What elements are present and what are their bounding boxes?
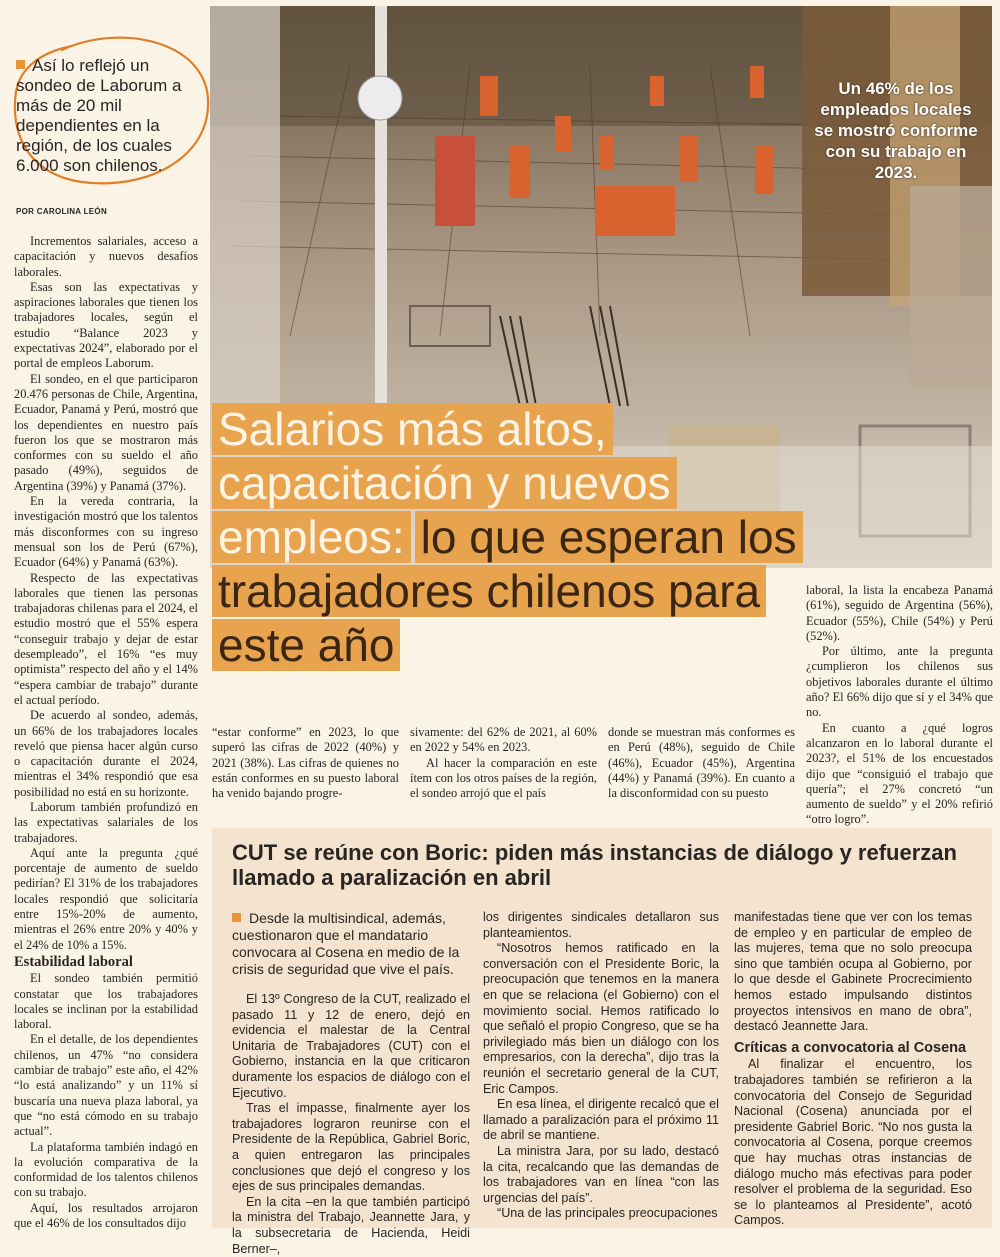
article-column-3: [410, 725, 597, 801]
paragraph: La plataforma también indagó en la evolución comparativa de la conformidad de los talentos chilenos con su trabajo.: [14, 1139, 198, 1200]
cut-article-lead: Desde la multisindical, además, cuestionaron que el mandatario convocara al Cosena en medio de la crisis de seguridad que vive el país.: [232, 910, 460, 977]
bullet-square-icon: [16, 60, 25, 69]
paragraph: Al hacer la comparación en este ítem con los otros países de la región, el sondeo arrojó que el país: [410, 755, 597, 801]
paragraph: laboral, la lista la encabeza Panamá (61%), seguido de Argentina (56%), Ecuador (55%), Chile (54%) y Perú (52%).: [806, 583, 993, 643]
paragraph: El sondeo también permitió constatar que los trabajadores locales se inclinan por la estabilidad laboral.: [14, 971, 198, 1032]
paragraph: Tras el impasse, finalmente ayer los trabajadores lograron reunirse con el Presidente de la República, Gabriel Boric, a quien entregaron las principales conclusiones que dejó el congreso y los ejes de sus principales demandas.: [232, 1101, 470, 1194]
photo-caption: Un 46% de los empleados locales se mostró conforme con su trabajo en 2023.: [814, 79, 978, 182]
article-lead: Así lo reflejó un sondeo de Laborum a más de 20 mil dependientes en la región, de los cuales 6.000 son chilenos.: [16, 56, 182, 175]
cut-column-2: [483, 910, 719, 1222]
cut-column-1: [232, 992, 470, 1257]
paragraph: Por último, ante la pregunta ¿cumplieron los chilenos sus objetivos laborales durante el último año? El 66% dijo que sí y el 34% que no.: [806, 644, 993, 720]
left-column: [14, 234, 198, 1231]
paragraph: “estar conforme” en 2023, lo que superó las cifras de 2022 (40%) y 2021 (38%). Las cifras de quienes no están conformes en su puesto laboral ha venido bajando progre-: [212, 725, 399, 801]
headline: [212, 402, 802, 672]
paragraph: Esas son las expectativas y aspiraciones laborales que tienen los trabajadores locales, según el estudio “Balance 2023 y expectativas 2024”, elaborado por el portal de empleos Laborum.: [14, 279, 198, 371]
paragraph: los dirigentes sindicales detallaron sus planteamientos.: [483, 910, 719, 940]
cut-article-title: CUT se reúne con Boric: piden más instancias de diálogo y refuerzan llamado a paralización en abril: [232, 840, 957, 890]
paragraph: sivamente: del 62% de 2021, al 60% en 2022 y 54% en 2023.: [410, 725, 597, 755]
paragraph: En la vereda contraria, la investigación mostró que los talentos más disconformes con su ingreso mensual son los de Perú (67%), Ecuador (64%) y Panamá (63%).: [14, 494, 198, 570]
paragraph: Aquí ante la pregunta ¿qué porcentaje de aumento de sueldo pedirían? El 31% de los trabajadores locales respondió que solicitaría entre 15%-20% de aumento, mientras el 26% entre 20% y 40% y el 24% de 10% a 15%.: [14, 845, 198, 952]
headline-part-b: lo que esperan los trabajadores chilenos para este año: [212, 511, 803, 671]
article-column-4: [608, 725, 795, 801]
paragraph: Respecto de las expectativas laborales que tienen las personas trabajadoras chilenas para el 2024, el estudio mostró que el 55% espera “conseguir trabajo y dejar de estar desempleado”, el 16% “es muy optimista” respecto del año y el 14% “espera cambiar de trabajo” durante el actual período.: [14, 570, 198, 707]
paragraph: En esa línea, el dirigente recalcó que el llamado a paralización para el próximo 11 de abril se mantiene.: [483, 1097, 719, 1143]
paragraph: Aquí, los resultados arrojaron que el 46% de los consultados dijo: [14, 1200, 198, 1230]
paragraph: Incrementos salariales, acceso a capacitación y nuevos desafíos laborales.: [14, 234, 198, 279]
cut-column-3: [734, 910, 972, 1229]
bullet-square-icon: [232, 913, 241, 922]
paragraph: El sondeo, en el que participaron 20.476 personas de Chile, Argentina, Ecuador, Panamá y Perú, mostró que los dependientes en nuestro país fueron los que se mostraron más conformes con su sueldo el año pasado (49%), seguidos de Argentina (39%) y Panamá (37%).: [14, 371, 198, 493]
paragraph: “Una de las principales preocupaciones: [497, 1206, 718, 1221]
subheading: Estabilidad laboral: [14, 953, 133, 970]
paragraph: donde se muestran más conformes es en Perú (48%), seguido de Chile (46%), Ecuador (45%), Argentina (44%) y Panamá (39%). En cuanto a la disconformidad con su puesto: [608, 725, 795, 801]
paragraph: En la cita –en la que también participó la ministra del Trabajo, Jeannette Jara, y la subsecretaria de Hacienda, Heidi Berner–,: [232, 1194, 470, 1256]
article-column-5: [806, 583, 993, 828]
headline-part-a: Salarios más altos, capacitación y nuevos empleos:: [212, 403, 677, 563]
paragraph: manifestadas tiene que ver con los temas de empleo y en particular de empleo de las mujeres, tema que no solo preocupa sino que también ocupa al Gobierno, por lo que desde el Gabinete Procrecimiento hemos estado impulsando distintos proyectos intensivos en mano de obra”, destacó Jeannette Jara.: [734, 910, 972, 1034]
byline: POR CAROLINA LEÓN: [16, 207, 108, 216]
paragraph: La ministra Jara, por su lado, destacó la cita, recalcando que las demandas de los trabajadores van en línea “con las urgencias del país”.: [483, 1143, 719, 1205]
paragraph: “Nosotros hemos ratificado en la conversación con el Presidente Boric, la preocupación que tenemos en la manera en que se relaciona (el Gobierno) con el movimiento social. Hemos ratificado lo que señaló el propio Congreso, que se ha privilegiado más bien un diálogo con los empresarios, con la derecha”, dijo tras la reunión el secretario general de la CUT, Eric Campos.: [483, 941, 719, 1096]
article-column-2: [212, 725, 399, 801]
paragraph: Laborum también profundizó en las expectativas salariales de los trabajadores.: [14, 799, 198, 845]
paragraph: De acuerdo al sondeo, además, un 66% de los trabajadores locales reveló que piensa hacer algún curso o capacitación durante el 2024, mientras el 34% respondió que esa posibilidad no está en su horizonte.: [14, 708, 198, 799]
paragraph: En cuanto a ¿qué logros alcanzaron en lo laboral durante el 2023?, el 51% de los encuestados dijo que “consiguió el trabajo que quería”; el 27% concretó “un aumento de sueldo” y el 20% refirió “otro logro”.: [806, 720, 993, 827]
paragraph: Al finalizar el encuentro, los trabajadores también se refirieron a la convocatoria del Consejo de Seguridad Nacional (Cosena) anunciada por el presidente Gabriel Boric. “No nos gusta la convocatoria al Cosena, porque creemos que hay muchas otras instancias de diálogo mucho más efectivas para poder resolver el problema de la seguridad. Eso se lo planteamos al Presidente”, acotó Campos.: [734, 1057, 972, 1228]
paragraph: El 13º Congreso de la CUT, realizado el pasado 11 y 12 de enero, dejó en evidencia el malestar de la Central Unitaria de Trabajadores (CUT) con el Gobierno, instancia en la que criticaron duramente los espacios de diálogo con el Ejecutivo.: [232, 992, 470, 1100]
subheading: Críticas a convocatoria al Cosena: [734, 1039, 967, 1056]
paragraph: En el detalle, de los dependientes chilenos, un 47% “no considera cambiar de trabajo” este año, el 42% “lo está analizando” y un 11% sí buscaría una nueva plaza laboral, ya que “no está cómodo en su trabajo actual”.: [14, 1032, 198, 1139]
